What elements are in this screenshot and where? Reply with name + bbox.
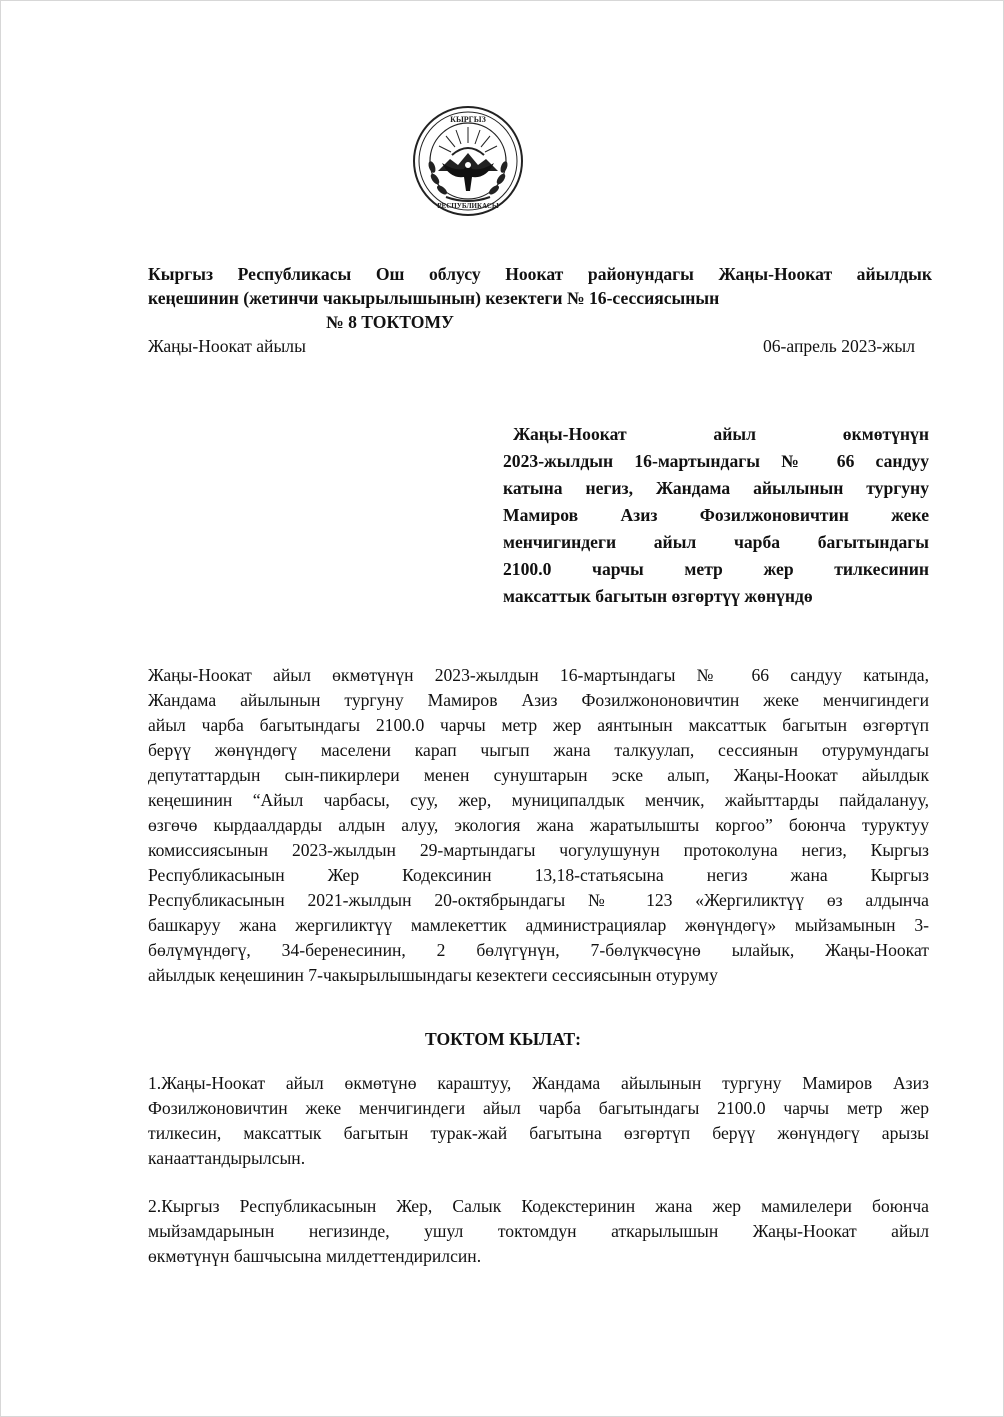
kyrgyz-emblem-icon [412,105,524,217]
paragraph-line: депутаттардын сын-пикирлери менен сунуштарын эске алып, Жаңы-Ноокат айылдык [148,765,929,785]
paragraph-line: Республикасынын Жер Кодексинин 13,18-статьясына негиз жана Кыргыз [148,865,929,885]
main-paragraph [148,663,929,988]
document-date: 06-апрель 2023-жыл [762,336,915,356]
subject-line: катына негиз, Жандама айылынын тургуну [503,478,929,498]
point-1 [148,1071,929,1171]
svg-text:РЕСПУБЛИКАСЫ: РЕСПУБЛИКАСЫ [437,202,499,210]
point-line: канааттандырылсын. [148,1148,306,1168]
paragraph-line: айылдык кеңешинин 7-чакырылышындагы кезектеги сессиясынын отуруму [148,965,718,985]
paragraph-line: бөлүмүндөгү, 34-беренесинин, 2 бөлүгүнүн, 7-бөлүкчөсүнө ылайык, Жаңы-Ноокат [148,940,929,960]
header-line-2: кеңешинин (жетинчи чакырылышынын) кезектеги № 16-сессиясынын [148,288,720,308]
paragraph-line: айыл чарба багытындагы 2100.0 чарчы метр жер аянтынын максаттык багытын өзгөртүп [148,715,929,735]
paragraph-line: кеңешинин “Айыл чарбасы, суу, жер, муниципалдык менчик, жайыттарды пайдалануу, [148,790,929,810]
point-line: 1.Жаңы-Ноокат айыл өкмөтүнө караштуу, Жандама айылынын тургуну Мамиров Азиз [148,1073,929,1093]
paragraph-line: Жандама айылынын тургуну Мамиров Азиз Фозилжононовичтин жеке менчигиндеги [148,690,929,710]
paragraph-line: өзгөчө кырдаалдарды алдын алуу, экология жана жаратылышты коргоо” боюнча туруктуу [148,815,929,835]
point-line: 2.Кыргыз Республикасынын Жер, Салык Кодекстеринин жана жер мамилелери боюнча [148,1196,929,1216]
subject-line: максаттык багытын өзгөртүү жөнүндө [503,586,813,606]
subject-line: 2023-жылдын 16-мартындагы № 66 сандуу [503,451,929,471]
place-name: Жаңы-Ноокат айылы [148,336,306,356]
svg-text:КЫРГЫЗ: КЫРГЫЗ [450,115,486,124]
subject-line: менчигиндеги айыл чарба багытындагы [503,532,929,552]
resolution-number: № 8 ТОКТОМУ [326,312,454,332]
subject-line: Мамиров Азиз Фозилжоновичтин жеке [503,505,929,525]
point-line: өкмөтүнүн башчысына милдеттендирилсин. [148,1246,482,1266]
header-line-1: Кыргыз Республикасы Ош облусу Ноокат районундагы Жаңы-Ноокат айылдык [148,264,932,284]
resolve-heading: ТОКТОМ КЫЛАТ: [424,1029,582,1049]
subject-line: 2100.0 чарчы метр жер тилкесинин [503,559,929,579]
subject-block [503,421,929,610]
point-line: мыйзамдарынын негизинде, ушул токтомдун аткарылышын Жаңы-Ноокат айыл [148,1221,929,1241]
point-line: тилкесин, максаттык багытын турак-жай багытына өзгөртүп берүү жөнүндөгү арызы [148,1123,929,1143]
paragraph-line: комиссиясынын 2023-жылдын 29-мартындагы чогулушунун протоколуна негиз, Кыргыз [148,840,929,860]
point-line: Фозилжоновичтин жеке менчигиндеги айыл чарба багытындагы 2100.0 чарчы метр жер [148,1098,929,1118]
point-2 [148,1194,929,1269]
subject-line: Жаңы-Ноокат айыл өкмөтүнүн [513,424,929,444]
paragraph-line: Жаңы-Ноокат айыл өкмөтүнүн 2023-жылдын 16-мартындагы № 66 сандуу катында, [148,665,929,685]
paragraph-line: берүү жөнүндөгү маселени карап чыгып жана талкуулап, сессиянын отурумундагы [148,740,929,760]
paragraph-line: Республикасынын 2021-жылдын 20-октябрындагы № 123 «Жергиликтүү өз алдынча [148,890,929,910]
paragraph-line: башкаруу жана жергиликтүү мамлекеттик администрациялар жөнүндөгү» мыйзамынын 3- [148,915,929,935]
